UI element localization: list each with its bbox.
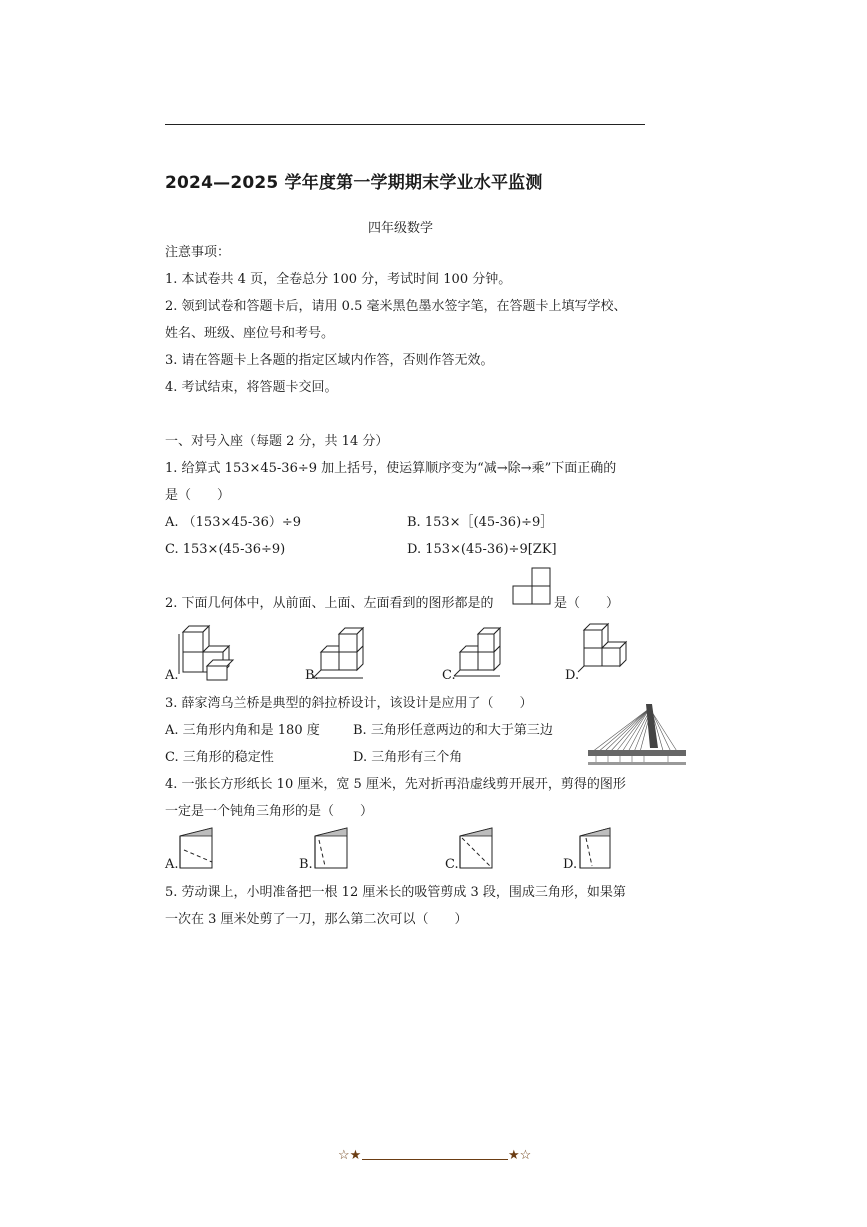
q2-option-a-label: A. — [165, 668, 179, 683]
q2-option-d-label: D. — [565, 668, 580, 683]
q3-option-b: B. 三角形任意两边的和大于第三边 — [353, 723, 553, 738]
notice-heading: 注意事项： — [165, 245, 231, 260]
q2-option-d-figure — [576, 622, 636, 680]
q4-stem: 4. 一张长方形纸长 10 厘米，宽 5 厘米，先对折再沿虚线剪开展开，剪得的图形 — [165, 777, 626, 792]
q4-option-a-figure — [174, 826, 218, 872]
section-1-heading: 一、对号入座（每题 2 分，共 14 分） — [165, 434, 389, 449]
q3-option-c: C. 三角形的稳定性 — [165, 750, 274, 765]
exam-subtitle: 四年级数学 — [368, 221, 434, 236]
footer-stars-right: ★☆ — [508, 1148, 532, 1163]
q5-stem: 5. 劳动课上，小明准备把一根 12 厘米长的吸管剪成 3 段，围成三角形，如果第 — [165, 885, 626, 900]
header-rule — [165, 124, 645, 125]
q1-option-b: B. 153×［(45-36)÷9］ — [407, 515, 554, 530]
notice-item-4: 4. 考试结束，将答题卡交回。 — [165, 380, 338, 395]
q3-option-d: D. 三角形有三个角 — [353, 750, 463, 765]
notice-item-2-cont: 姓名、班级、座位号和考号。 — [165, 326, 335, 341]
notice-item-1: 1. 本试卷共 4 页，全卷总分 100 分，考试时间 100 分钟。 — [165, 272, 512, 287]
cable-stayed-bridge-image — [588, 702, 686, 766]
q1-stem: 1. 给算式 153×45-36÷9 加上括号，使运算顺序变为“减→除→乘”下面正确的 — [165, 461, 617, 476]
q1-option-a: A. （153×45-36）÷9 — [165, 515, 301, 530]
q4-option-b-figure — [311, 826, 355, 872]
q2-option-b-label: B. — [305, 668, 319, 683]
q5-stem-cont: 一次在 3 厘米处剪了一刀，那么第二次可以（ ） — [165, 912, 468, 927]
q2-stem: 2. 下面几何体中，从前面、上面、左面看到的图形都是的 — [165, 596, 494, 611]
q3-option-a: A. 三角形内角和是 180 度 — [165, 723, 320, 738]
q2-option-c-label: C. — [442, 668, 456, 683]
exam-title: 2024—2025 学年度第一学期期末学业水平监测 — [165, 173, 543, 193]
q1-option-d: D. 153×(45-36)÷9[ZK] — [407, 542, 557, 557]
q4-option-d-label: D. — [563, 857, 578, 872]
q1-stem-cont: 是（ ） — [165, 488, 231, 503]
page-footer — [338, 1148, 533, 1167]
q1-option-c: C. 153×(45-36÷9) — [165, 542, 286, 557]
q4-option-d-figure — [576, 826, 620, 872]
q4-option-c-figure — [456, 826, 500, 872]
footer-stars-left: ☆★ — [338, 1148, 362, 1163]
notice-item-3: 3. 请在答题卡上各题的指定区域内作答，否则作答无效。 — [165, 353, 494, 368]
q4-stem-cont: 一定是一个钝角三角形的是（ ） — [165, 804, 374, 819]
footer-line — [362, 1159, 508, 1160]
q2-stem-end: 是（ ） — [554, 596, 620, 611]
q4-option-c-label: C. — [445, 857, 459, 872]
q4-option-b-label: B. — [299, 857, 313, 872]
q2-view-figure — [512, 567, 552, 607]
notice-item-2: 2. 领到试卷和答题卡后，请用 0.5 毫米黑色墨水签字笔，在答题卡上填写学校、 — [165, 299, 627, 314]
q3-stem: 3. 薛家湾乌兰桥是典型的斜拉桥设计，该设计是应用了（ ） — [165, 696, 533, 711]
q4-option-a-label: A. — [165, 857, 179, 872]
